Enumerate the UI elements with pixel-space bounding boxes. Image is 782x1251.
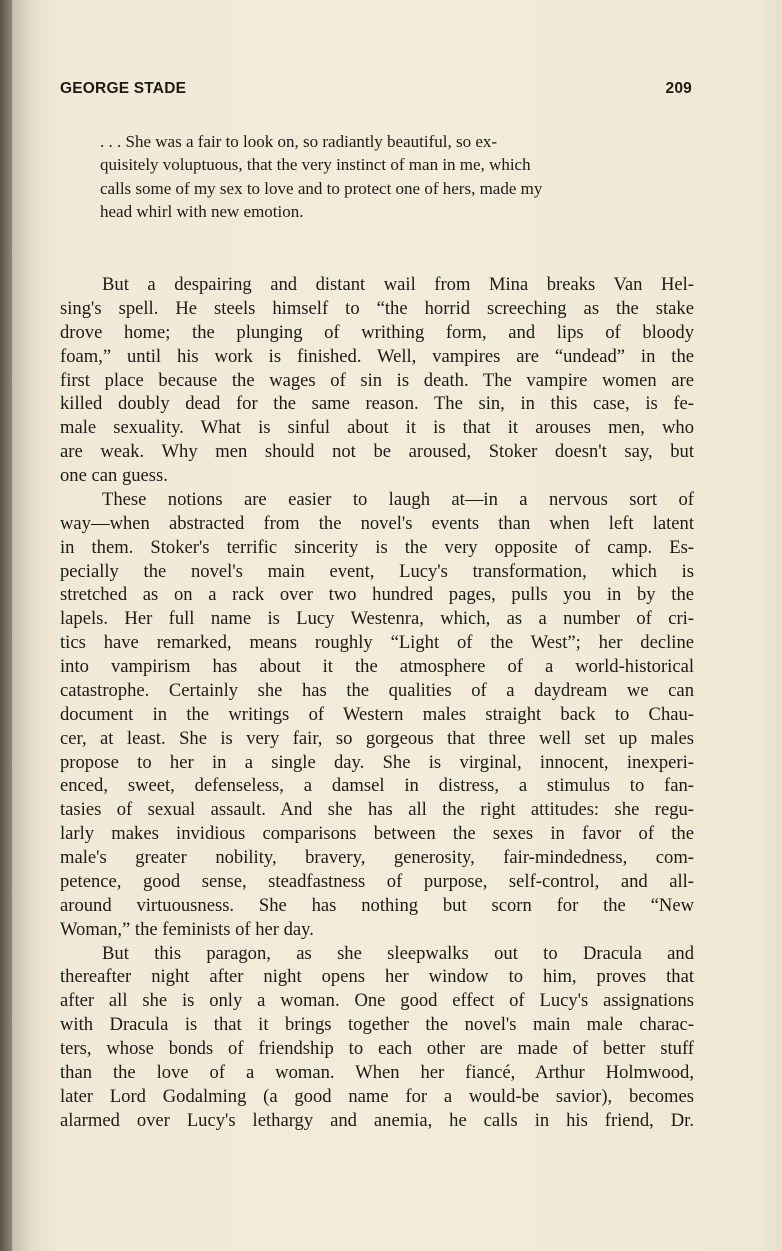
body-line: into vampirism has about it the atmosphere of a world-historical xyxy=(60,656,694,677)
body-line: with Dracula is that it brings together the novel's main male charac- xyxy=(60,1014,694,1036)
body-line: enced, sweet, defenseless, a damsel in distress, a stimulus to fan- xyxy=(60,775,694,797)
body-line: catastrophe. Certainly she has the qualities of a daydream we can xyxy=(60,679,694,701)
body-line: propose to her in a single day. She is virginal, innocent, inexperi- xyxy=(60,751,694,773)
body-line: stretched as on a rack over two hundred pages, pulls you in by the xyxy=(60,584,694,606)
body-line: way—when abstracted from the novel's events than when left latent xyxy=(60,512,694,534)
quote-line: quisitely voluptuous, that the very instinct of man in me, which xyxy=(100,155,531,175)
body-line: are weak. Why men should not be aroused, Stoker doesn't say, but xyxy=(60,441,694,463)
body-line: killed doubly dead for the same reason. The sin, in this case, is fe- xyxy=(60,393,694,415)
body-line: larly makes invidious comparisons between the sexes in favor of the xyxy=(60,823,694,845)
body-line: pecially the novel's main event, Lucy's transformation, which is xyxy=(60,560,694,582)
body-line: in them. Stoker's terrific sincerity is the very opposite of camp. Es- xyxy=(60,536,694,558)
body-line: male's greater nobility, bravery, generosity, fair-mindedness, com- xyxy=(60,847,694,868)
book-spine-shadow xyxy=(0,0,12,1251)
body-line: first place because the wages of sin is death. The vampire women are xyxy=(60,369,694,391)
running-head xyxy=(60,80,692,102)
body-line: ters, whose bonds of friendship to each other are made of better stuff xyxy=(60,1038,694,1059)
quote-line: calls some of my sex to love and to protect one of hers, made my xyxy=(100,178,543,198)
quote-line: head whirl with new emotion. xyxy=(100,201,304,221)
body-line: These notions are easier to laugh at—in a nervous sort of xyxy=(102,488,694,510)
running-head-author: GEORGE STADE xyxy=(60,80,187,97)
body-line: lapels. Her full name is Lucy Westenra, which, as a number of cri- xyxy=(60,608,694,630)
body-line: petence, good sense, steadfastness of purpose, self-control, and all- xyxy=(60,870,694,892)
body-line: document in the writings of Western males straight back to Chau- xyxy=(60,703,694,725)
body-line: foam,” until his work is finished. Well, vampires are “undead” in the xyxy=(60,345,694,367)
body-line: alarmed over Lucy's lethargy and anemia, he calls in his friend, Dr. xyxy=(60,1109,694,1131)
body-line: male sexuality. What is sinful about it is that it arouses men, who xyxy=(60,417,694,439)
body-line: later Lord Godalming (a good name for a would-be savior), becomes xyxy=(60,1085,694,1107)
body-line: Woman,” the feminists of her day. xyxy=(60,918,314,940)
body-line: tasies of sexual assault. And she has all the right attitudes: she regu- xyxy=(60,799,694,821)
body-line: thereafter night after night opens her window to him, proves that xyxy=(60,966,694,988)
body-line: one can guess. xyxy=(60,465,168,486)
body-line: than the love of a woman. When her fiancé, Arthur Holmwood, xyxy=(60,1061,694,1083)
page-number: 209 xyxy=(665,80,692,97)
body-line: But a despairing and distant wail from Mina breaks Van Hel- xyxy=(102,274,694,295)
body-line: around virtuousness. She has nothing but scorn for the “New xyxy=(60,894,694,916)
block-quote xyxy=(100,130,660,223)
quote-line: . . . She was a fair to look on, so radiantly beautiful, so ex- xyxy=(100,132,498,151)
body-line: after all she is only a woman. One good effect of Lucy's assignations xyxy=(60,990,694,1012)
body-line: cer, at least. She is very fair, so gorgeous that three well set up males xyxy=(60,727,694,749)
body-text xyxy=(60,273,694,1133)
body-line: sing's spell. He steels himself to “the horrid screeching as the stake xyxy=(60,297,694,319)
body-line: drove home; the plunging of writhing form, and lips of bloody xyxy=(60,321,694,343)
body-line: tics have remarked, means roughly “Light of the West”; her decline xyxy=(60,632,694,654)
body-line: But this paragon, as she sleepwalks out to Dracula and xyxy=(102,942,694,964)
